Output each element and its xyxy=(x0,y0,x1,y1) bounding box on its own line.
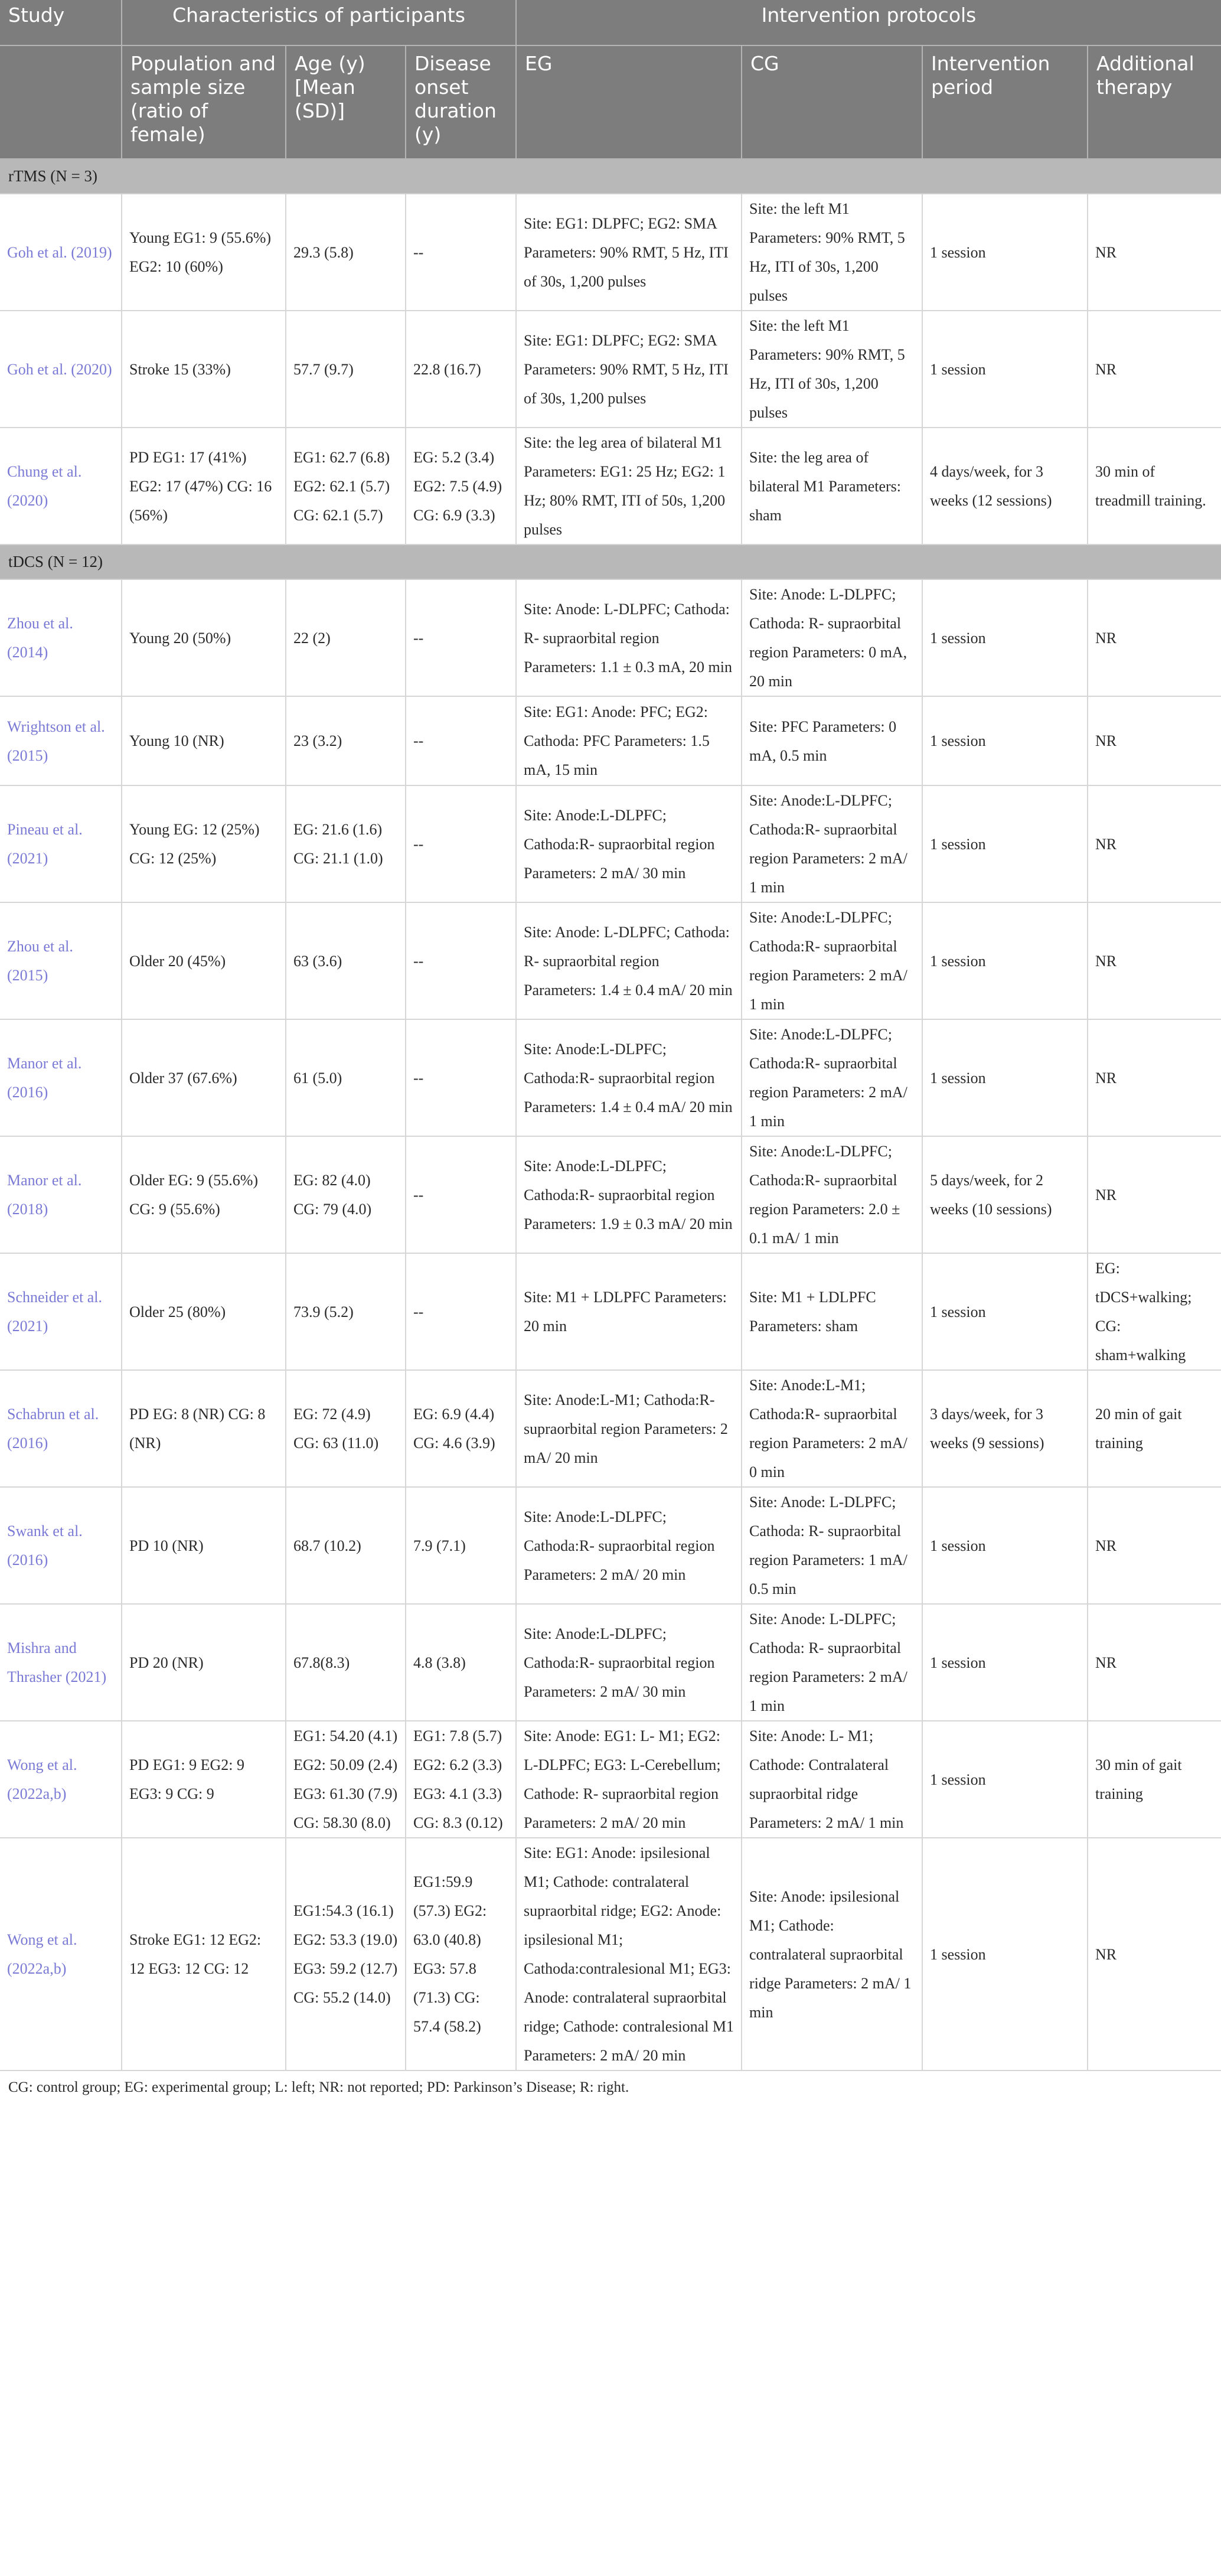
age-cell: EG1:54.3 (16.1) EG2: 53.3 (19.0) EG3: 59.2 (12.7) CG: 55.2 (14.0) xyxy=(286,1838,406,2070)
cg-protocol-cell: Site: Anode: L-DLPFC; Cathoda: R- supraorbital region Parameters: 0 mA, 20 min xyxy=(742,579,922,696)
intervention-period-cell: 5 days/week, for 2 weeks (10 sessions) xyxy=(922,1136,1088,1253)
disease-onset-cell: 4.8 (3.8) xyxy=(406,1604,516,1721)
age-cell: 23 (3.2) xyxy=(286,696,406,785)
eg-protocol-cell: Site: Anode:L-M1; Cathoda:R- supraorbital region Parameters: 2 mA/ 20 min xyxy=(516,1370,742,1487)
age-cell: 22 (2) xyxy=(286,579,406,696)
cg-protocol-cell: Site: PFC Parameters: 0 mA, 0.5 min xyxy=(742,696,922,785)
table-row xyxy=(0,428,1221,544)
eg-protocol-cell: Site: Anode:L-DLPFC; Cathoda:R- supraorbital region Parameters: 2 mA/ 30 min xyxy=(516,785,742,902)
additional-therapy-cell: NR xyxy=(1088,1604,1221,1721)
population-cell: Older EG: 9 (55.6%) CG: 9 (55.6%) xyxy=(122,1136,286,1253)
study-link[interactable]: Wong et al. (2022a,b) xyxy=(7,1931,77,1977)
table-row xyxy=(0,1487,1221,1604)
header-study: Study xyxy=(0,0,122,45)
cg-protocol-cell: Site: Anode: L-DLPFC; Cathoda: R- supraorbital region Parameters: 2 mA/ 1 min xyxy=(742,1604,922,1721)
study-cell xyxy=(0,902,122,1019)
header-intervention-protocols: Intervention protocols xyxy=(516,0,1221,45)
additional-therapy-cell: 30 min of gait training xyxy=(1088,1721,1221,1838)
header-study-blank xyxy=(0,45,122,159)
eg-protocol-cell: Site: Anode:L-DLPFC; Cathoda:R- supraorbital region Parameters: 1.4 ± 0.4 mA/ 20 min xyxy=(516,1019,742,1136)
study-cell xyxy=(0,696,122,785)
study-link[interactable]: Zhou et al. (2015) xyxy=(7,938,73,984)
study-link[interactable]: Wrightson et al. (2015) xyxy=(7,718,105,764)
additional-therapy-cell: NR xyxy=(1088,902,1221,1019)
study-cell xyxy=(0,194,122,311)
intervention-period-cell: 1 session xyxy=(922,1487,1088,1604)
intervention-period-cell: 1 session xyxy=(922,902,1088,1019)
disease-onset-cell: -- xyxy=(406,194,516,311)
disease-onset-cell: EG: 5.2 (3.4) EG2: 7.5 (4.9) CG: 6.9 (3.3) xyxy=(406,428,516,544)
eg-protocol-cell: Site: Anode:L-DLPFC; Cathoda:R- supraorbital region Parameters: 1.9 ± 0.3 mA/ 20 min xyxy=(516,1136,742,1253)
age-cell: 73.9 (5.2) xyxy=(286,1253,406,1370)
disease-onset-cell: -- xyxy=(406,1019,516,1136)
cg-protocol-cell: Site: Anode: L-DLPFC; Cathoda: R- supraorbital region Parameters: 1 mA/ 0.5 min xyxy=(742,1487,922,1604)
age-cell: 29.3 (5.8) xyxy=(286,194,406,311)
study-link[interactable]: Swank et al. (2016) xyxy=(7,1522,83,1569)
header-intervention-period: Intervention period xyxy=(922,45,1088,159)
table-row xyxy=(0,1136,1221,1253)
intervention-period-cell: 3 days/week, for 3 weeks (9 sessions) xyxy=(922,1370,1088,1487)
section-row xyxy=(0,544,1221,579)
disease-onset-cell: -- xyxy=(406,579,516,696)
disease-onset-cell: -- xyxy=(406,1136,516,1253)
table-row xyxy=(0,1019,1221,1136)
intervention-period-cell: 1 session xyxy=(922,1838,1088,2070)
study-link[interactable]: Chung et al. (2020) xyxy=(7,463,82,509)
section-label: tDCS (N = 12) xyxy=(0,544,1221,579)
study-cell xyxy=(0,1136,122,1253)
cg-protocol-cell: Site: Anode:L-DLPFC; Cathoda:R- supraorbital region Parameters: 2 mA/ 1 min xyxy=(742,902,922,1019)
table-row xyxy=(0,902,1221,1019)
cg-protocol-cell: Site: Anode: L- M1; Cathode: Contralateral supraorbital ridge Parameters: 2 mA/ 1 min xyxy=(742,1721,922,1838)
population-cell: Young 20 (50%) xyxy=(122,579,286,696)
eg-protocol-cell: Site: EG1: Anode: PFC; EG2: Cathoda: PFC Parameters: 1.5 mA, 15 min xyxy=(516,696,742,785)
age-cell: 57.7 (9.7) xyxy=(286,311,406,428)
intervention-period-cell: 1 session xyxy=(922,1721,1088,1838)
eg-protocol-cell: Site: Anode: EG1: L- M1; EG2: L-DLPFC; EG3: L-Cerebellum; Cathode: R- supraorbital region Parameters: 2 mA/ 20 min xyxy=(516,1721,742,1838)
table-row xyxy=(0,1370,1221,1487)
header-age: Age (y) [Mean (SD)] xyxy=(286,45,406,159)
cg-protocol-cell: Site: Anode: ipsilesional M1; Cathode: contralateral supraorbital ridge Parameters: 2 mA/ 1 min xyxy=(742,1838,922,2070)
table-row xyxy=(0,1253,1221,1370)
additional-therapy-cell: NR xyxy=(1088,696,1221,785)
additional-therapy-cell: NR xyxy=(1088,311,1221,428)
disease-onset-cell: EG: 6.9 (4.4) CG: 4.6 (3.9) xyxy=(406,1370,516,1487)
header-eg: EG xyxy=(516,45,742,159)
eg-protocol-cell: Site: Anode: L-DLPFC; Cathoda: R- supraorbital region Parameters: 1.1 ± 0.3 mA, 20 min xyxy=(516,579,742,696)
study-cell xyxy=(0,1019,122,1136)
study-link[interactable]: Schneider et al. (2021) xyxy=(7,1289,102,1335)
cg-protocol-cell: Site: Anode:L-DLPFC; Cathoda:R- supraorbital region Parameters: 2 mA/ 1 min xyxy=(742,785,922,902)
cg-protocol-cell: Site: the leg area of bilateral M1 Parameters: sham xyxy=(742,428,922,544)
intervention-period-cell: 1 session xyxy=(922,1604,1088,1721)
study-cell xyxy=(0,1253,122,1370)
study-link[interactable]: Wong et al. (2022a,b) xyxy=(7,1756,77,1802)
intervention-period-cell: 1 session xyxy=(922,311,1088,428)
section-row xyxy=(0,159,1221,194)
eg-protocol-cell: Site: EG1: Anode: ipsilesional M1; Cathode: contralateral supraorbital ridge; EG2: Anode: ipsilesional M1; Cathoda:contralesional M1; EG3: Anode: contralateral supraorbital ridge; Cathode: contralesional M1 Parameters: 2 mA/ 20 min xyxy=(516,1838,742,2070)
disease-onset-cell: -- xyxy=(406,785,516,902)
study-link[interactable]: Pineau et al. (2021) xyxy=(7,821,83,867)
table-row xyxy=(0,696,1221,785)
additional-therapy-cell: 20 min of gait training xyxy=(1088,1370,1221,1487)
additional-therapy-cell: 30 min of treadmill training. xyxy=(1088,428,1221,544)
population-cell: PD EG1: 9 EG2: 9 EG3: 9 CG: 9 xyxy=(122,1721,286,1838)
table-footnote: CG: control group; EG: experimental group; L: left; NR: not reported; PD: Parkinson’s Disease; R: right. xyxy=(8,2079,629,2095)
additional-therapy-cell: NR xyxy=(1088,1487,1221,1604)
table-row xyxy=(0,194,1221,311)
study-link[interactable]: Goh et al. (2020) xyxy=(7,360,112,378)
eg-protocol-cell: Site: Anode: L-DLPFC; Cathoda: R- supraorbital region Parameters: 1.4 ± 0.4 mA/ 20 min xyxy=(516,902,742,1019)
additional-therapy-cell: NR xyxy=(1088,1136,1221,1253)
header-additional-therapy: Additional therapy xyxy=(1088,45,1221,159)
disease-onset-cell: -- xyxy=(406,902,516,1019)
section-label: rTMS (N = 3) xyxy=(0,159,1221,194)
table-row xyxy=(0,785,1221,902)
intervention-period-cell: 1 session xyxy=(922,1253,1088,1370)
study-cell xyxy=(0,1838,122,2070)
intervention-period-cell: 4 days/week, for 3 weeks (12 sessions) xyxy=(922,428,1088,544)
study-link[interactable]: Zhou et al. (2014) xyxy=(7,615,73,661)
population-cell: Older 25 (80%) xyxy=(122,1253,286,1370)
population-cell: Older 37 (67.6%) xyxy=(122,1019,286,1136)
population-cell: Stroke 15 (33%) xyxy=(122,311,286,428)
study-cell xyxy=(0,1604,122,1721)
disease-onset-cell: EG1: 7.8 (5.7) EG2: 6.2 (3.3) EG3: 4.1 (3.3) CG: 8.3 (0.12) xyxy=(406,1721,516,1838)
table-row xyxy=(0,1838,1221,2070)
population-cell: Young EG: 12 (25%) CG: 12 (25%) xyxy=(122,785,286,902)
additional-therapy-cell: NR xyxy=(1088,1838,1221,2070)
study-link[interactable]: Manor et al. (2018) xyxy=(7,1172,82,1218)
intervention-period-cell: 1 session xyxy=(922,1019,1088,1136)
table-row xyxy=(0,1721,1221,1838)
age-cell: 68.7 (10.2) xyxy=(286,1487,406,1604)
eg-protocol-cell: Site: EG1: DLPFC; EG2: SMA Parameters: 90% RMT, 5 Hz, ITI of 30s, 1,200 pulses xyxy=(516,311,742,428)
study-link[interactable]: Goh et al. (2019) xyxy=(7,243,112,261)
population-cell: Older 20 (45%) xyxy=(122,902,286,1019)
cg-protocol-cell: Site: Anode:L-DLPFC; Cathoda:R- supraorbital region Parameters: 2 mA/ 1 min xyxy=(742,1019,922,1136)
population-cell: PD 10 (NR) xyxy=(122,1487,286,1604)
study-cell xyxy=(0,785,122,902)
additional-therapy-cell: NR xyxy=(1088,1019,1221,1136)
study-link[interactable]: Mishra and Thrasher (2021) xyxy=(7,1639,107,1685)
age-cell: EG: 82 (4.0) CG: 79 (4.0) xyxy=(286,1136,406,1253)
study-link[interactable]: Manor et al. (2016) xyxy=(7,1055,82,1101)
age-cell: EG: 21.6 (1.6) CG: 21.1 (1.0) xyxy=(286,785,406,902)
additional-therapy-cell: NR xyxy=(1088,785,1221,902)
additional-therapy-cell: NR xyxy=(1088,579,1221,696)
age-cell: 67.8(8.3) xyxy=(286,1604,406,1721)
cg-protocol-cell: Site: the left M1 Parameters: 90% RMT, 5 Hz, ITI of 30s, 1,200 pulses xyxy=(742,194,922,311)
age-cell: 61 (5.0) xyxy=(286,1019,406,1136)
table-row xyxy=(0,579,1221,696)
disease-onset-cell: 7.9 (7.1) xyxy=(406,1487,516,1604)
header-population: Population and sample size (ratio of female) xyxy=(122,45,286,159)
intervention-period-cell: 1 session xyxy=(922,579,1088,696)
cg-protocol-cell: Site: the left M1 Parameters: 90% RMT, 5 Hz, ITI of 30s, 1,200 pulses xyxy=(742,311,922,428)
disease-onset-cell: -- xyxy=(406,1253,516,1370)
additional-therapy-cell: NR xyxy=(1088,194,1221,311)
cg-protocol-cell: Site: Anode:L-DLPFC; Cathoda:R- supraorbital region Parameters: 2.0 ± 0.1 mA/ 1 min xyxy=(742,1136,922,1253)
table-row xyxy=(0,311,1221,428)
age-cell: EG1: 54.20 (4.1) EG2: 50.09 (2.4) EG3: 61.30 (7.9) CG: 58.30 (8.0) xyxy=(286,1721,406,1838)
study-cell xyxy=(0,1487,122,1604)
header-cg: CG xyxy=(742,45,922,159)
population-cell: Stroke EG1: 12 EG2: 12 EG3: 12 CG: 12 xyxy=(122,1838,286,2070)
cg-protocol-cell: Site: M1 + LDLPFC Parameters: sham xyxy=(742,1253,922,1370)
eg-protocol-cell: Site: Anode:L-DLPFC; Cathoda:R- supraorbital region Parameters: 2 mA/ 30 min xyxy=(516,1604,742,1721)
study-cell xyxy=(0,579,122,696)
eg-protocol-cell: Site: EG1: DLPFC; EG2: SMA Parameters: 90% RMT, 5 Hz, ITI of 30s, 1,200 pulses xyxy=(516,194,742,311)
eg-protocol-cell: Site: M1 + LDLPFC Parameters: 20 min xyxy=(516,1253,742,1370)
population-cell: Young 10 (NR) xyxy=(122,696,286,785)
disease-onset-cell: -- xyxy=(406,696,516,785)
additional-therapy-cell: EG: tDCS+walking; CG: sham+walking xyxy=(1088,1253,1221,1370)
age-cell: EG: 72 (4.9) CG: 63 (11.0) xyxy=(286,1370,406,1487)
age-cell: EG1: 62.7 (6.8) EG2: 62.1 (5.7) CG: 62.1 (5.7) xyxy=(286,428,406,544)
population-cell: PD EG: 8 (NR) CG: 8 (NR) xyxy=(122,1370,286,1487)
population-cell: PD EG1: 17 (41%) EG2: 17 (47%) CG: 16 (56%) xyxy=(122,428,286,544)
disease-onset-cell: EG1:59.9 (57.3) EG2: 63.0 (40.8) EG3: 57.8 (71.3) CG: 57.4 (58.2) xyxy=(406,1838,516,2070)
study-cell xyxy=(0,428,122,544)
eg-protocol-cell: Site: Anode:L-DLPFC; Cathoda:R- supraorbital region Parameters: 2 mA/ 20 min xyxy=(516,1487,742,1604)
intervention-period-cell: 1 session xyxy=(922,785,1088,902)
intervention-period-cell: 1 session xyxy=(922,696,1088,785)
eg-protocol-cell: Site: the leg area of bilateral M1 Parameters: EG1: 25 Hz; EG2: 1 Hz; 80% RMT, ITI of 50s, 1,200 pulses xyxy=(516,428,742,544)
cg-protocol-cell: Site: Anode:L-M1; Cathoda:R- supraorbital region Parameters: 2 mA/ 0 min xyxy=(742,1370,922,1487)
table-row xyxy=(0,1604,1221,1721)
population-cell: PD 20 (NR) xyxy=(122,1604,286,1721)
header-disease-onset: Disease onset duration (y) xyxy=(406,45,516,159)
table-header xyxy=(0,0,1221,159)
study-cell xyxy=(0,1370,122,1487)
study-cell xyxy=(0,1721,122,1838)
population-cell: Young EG1: 9 (55.6%) EG2: 10 (60%) xyxy=(122,194,286,311)
header-characteristics: Characteristics of participants xyxy=(122,0,516,45)
disease-onset-cell: 22.8 (16.7) xyxy=(406,311,516,428)
study-link[interactable]: Schabrun et al. (2016) xyxy=(7,1406,99,1452)
age-cell: 63 (3.6) xyxy=(286,902,406,1019)
study-cell xyxy=(0,311,122,428)
intervention-period-cell: 1 session xyxy=(922,194,1088,311)
table-body xyxy=(0,159,1221,2070)
